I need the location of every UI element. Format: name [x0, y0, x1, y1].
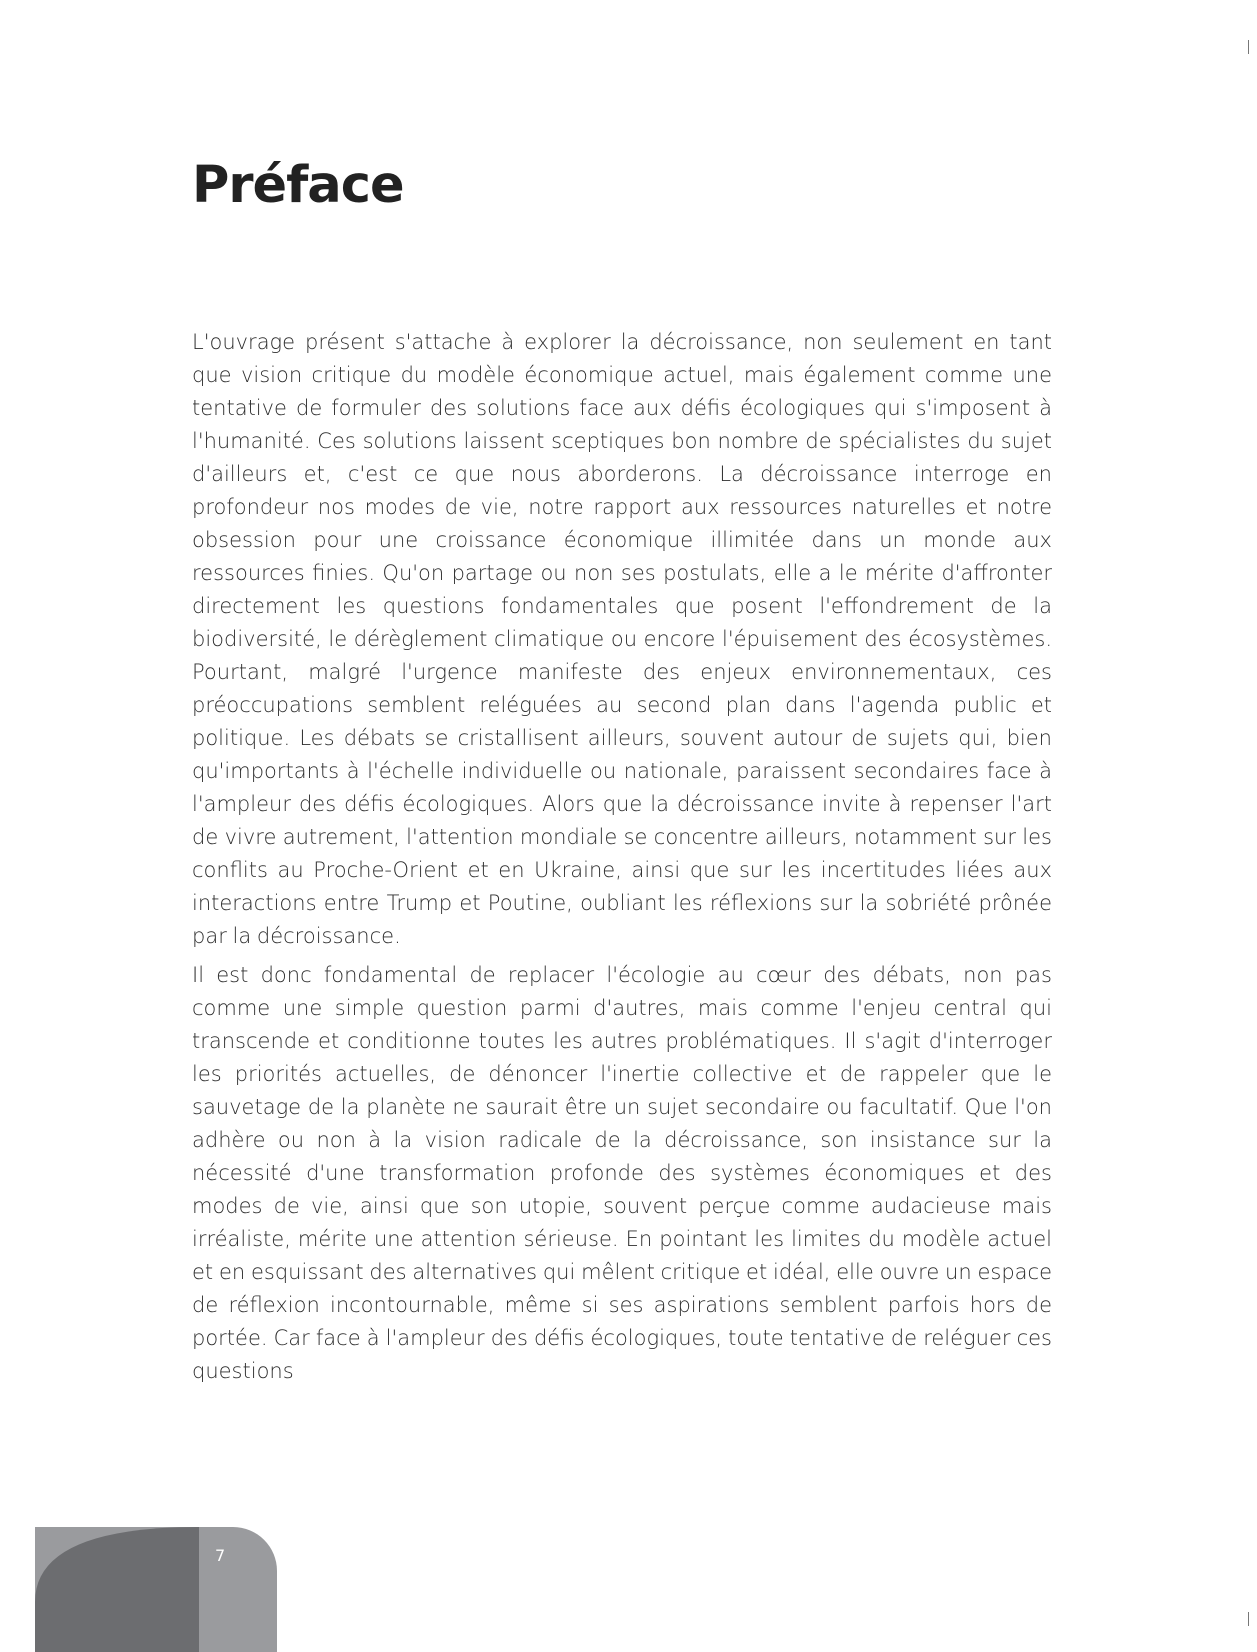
paragraph-1: L'ouvrage présent s'attache à explorer la décroissance, non seulement en tant que vision critique du modèle économique actuel, mais également comme une tentative de formuler des solutions face aux défis écologiques qui s'imposent à l'humanité. Ces solutions laissent sceptiques bon nombre de spécialistes du sujet d'ailleurs et, c'est ce que nous aborderons. La décroissance interroge en profondeur nos modes de vie, notre rapport aux ressources naturelles et notre obsession pour une croissance économique illimitée dans un monde aux ressources finies. Qu'on partage ou non ses postulats, elle a le mérite d'affronter directement les questions fondamentales que posent l'effondrement de la biodiversité, le dérèglement climatique ou encore l'épuisement des écosystèmes. Pourtant, malgré l'urgence manifeste des enjeux environnementaux, ces préoccupations semblent reléguées au second plan dans l'agenda public et politique. Les débats se cristallisent ailleurs, souvent autour de sujets qui, bien qu'importants à l'échelle individuelle ou nationale, paraissent secondaires face à l'ampleur des défis écologiques. Alors que la décroissance invite à repenser l'art de vivre autrement, l'attention mondiale se concentre ailleurs, notamment sur les conflits au Proche-Orient et en Ukraine, ainsi que sur les incertitudes liées aux interactions entre Trump et Poutine, oubliant les réflexions sur la sobriété prônée par la décroissance. — [192, 330, 1052, 948]
page-title: Préface — [192, 156, 404, 215]
crop-mark-top — [1248, 40, 1249, 54]
page-number-tab — [35, 1527, 277, 1652]
page-number: 7 — [215, 1546, 226, 1565]
crop-mark-bottom — [1248, 1612, 1249, 1626]
page-tab-shape — [35, 1527, 277, 1652]
page-tab-quarter-circle — [35, 1527, 199, 1652]
paragraph-2: Il est donc fondamental de replacer l'écologie au cœur des débats, non pas comme une simple question parmi d'autres, mais comme l'enjeu central qui transcende et conditionne toutes les autres problématiques. Il s'agit d'interroger les priorités actuelles, de dénoncer l'inertie collective et de rappeler que le sauvetage de la planète ne saurait être un sujet secondaire ou facultatif. Que l'on adhère ou non à la vision radicale de la décroissance, son insistance sur la nécessité d'une transformation profonde des systèmes économiques et des modes de vie, ainsi que son utopie, souvent perçue comme audacieuse mais irréaliste, mérite une attention sérieuse. En pointant les limites du modèle actuel et en esquissant des alternatives qui mêlent critique et idéal, elle ouvre un espace de réflexion incontournable, même si ses aspirations semblent parfois hors de portée. Car face à l'ampleur des défis écologiques, toute tentative de reléguer ces questions — [192, 963, 1052, 1383]
body-text — [192, 326, 1052, 1394]
